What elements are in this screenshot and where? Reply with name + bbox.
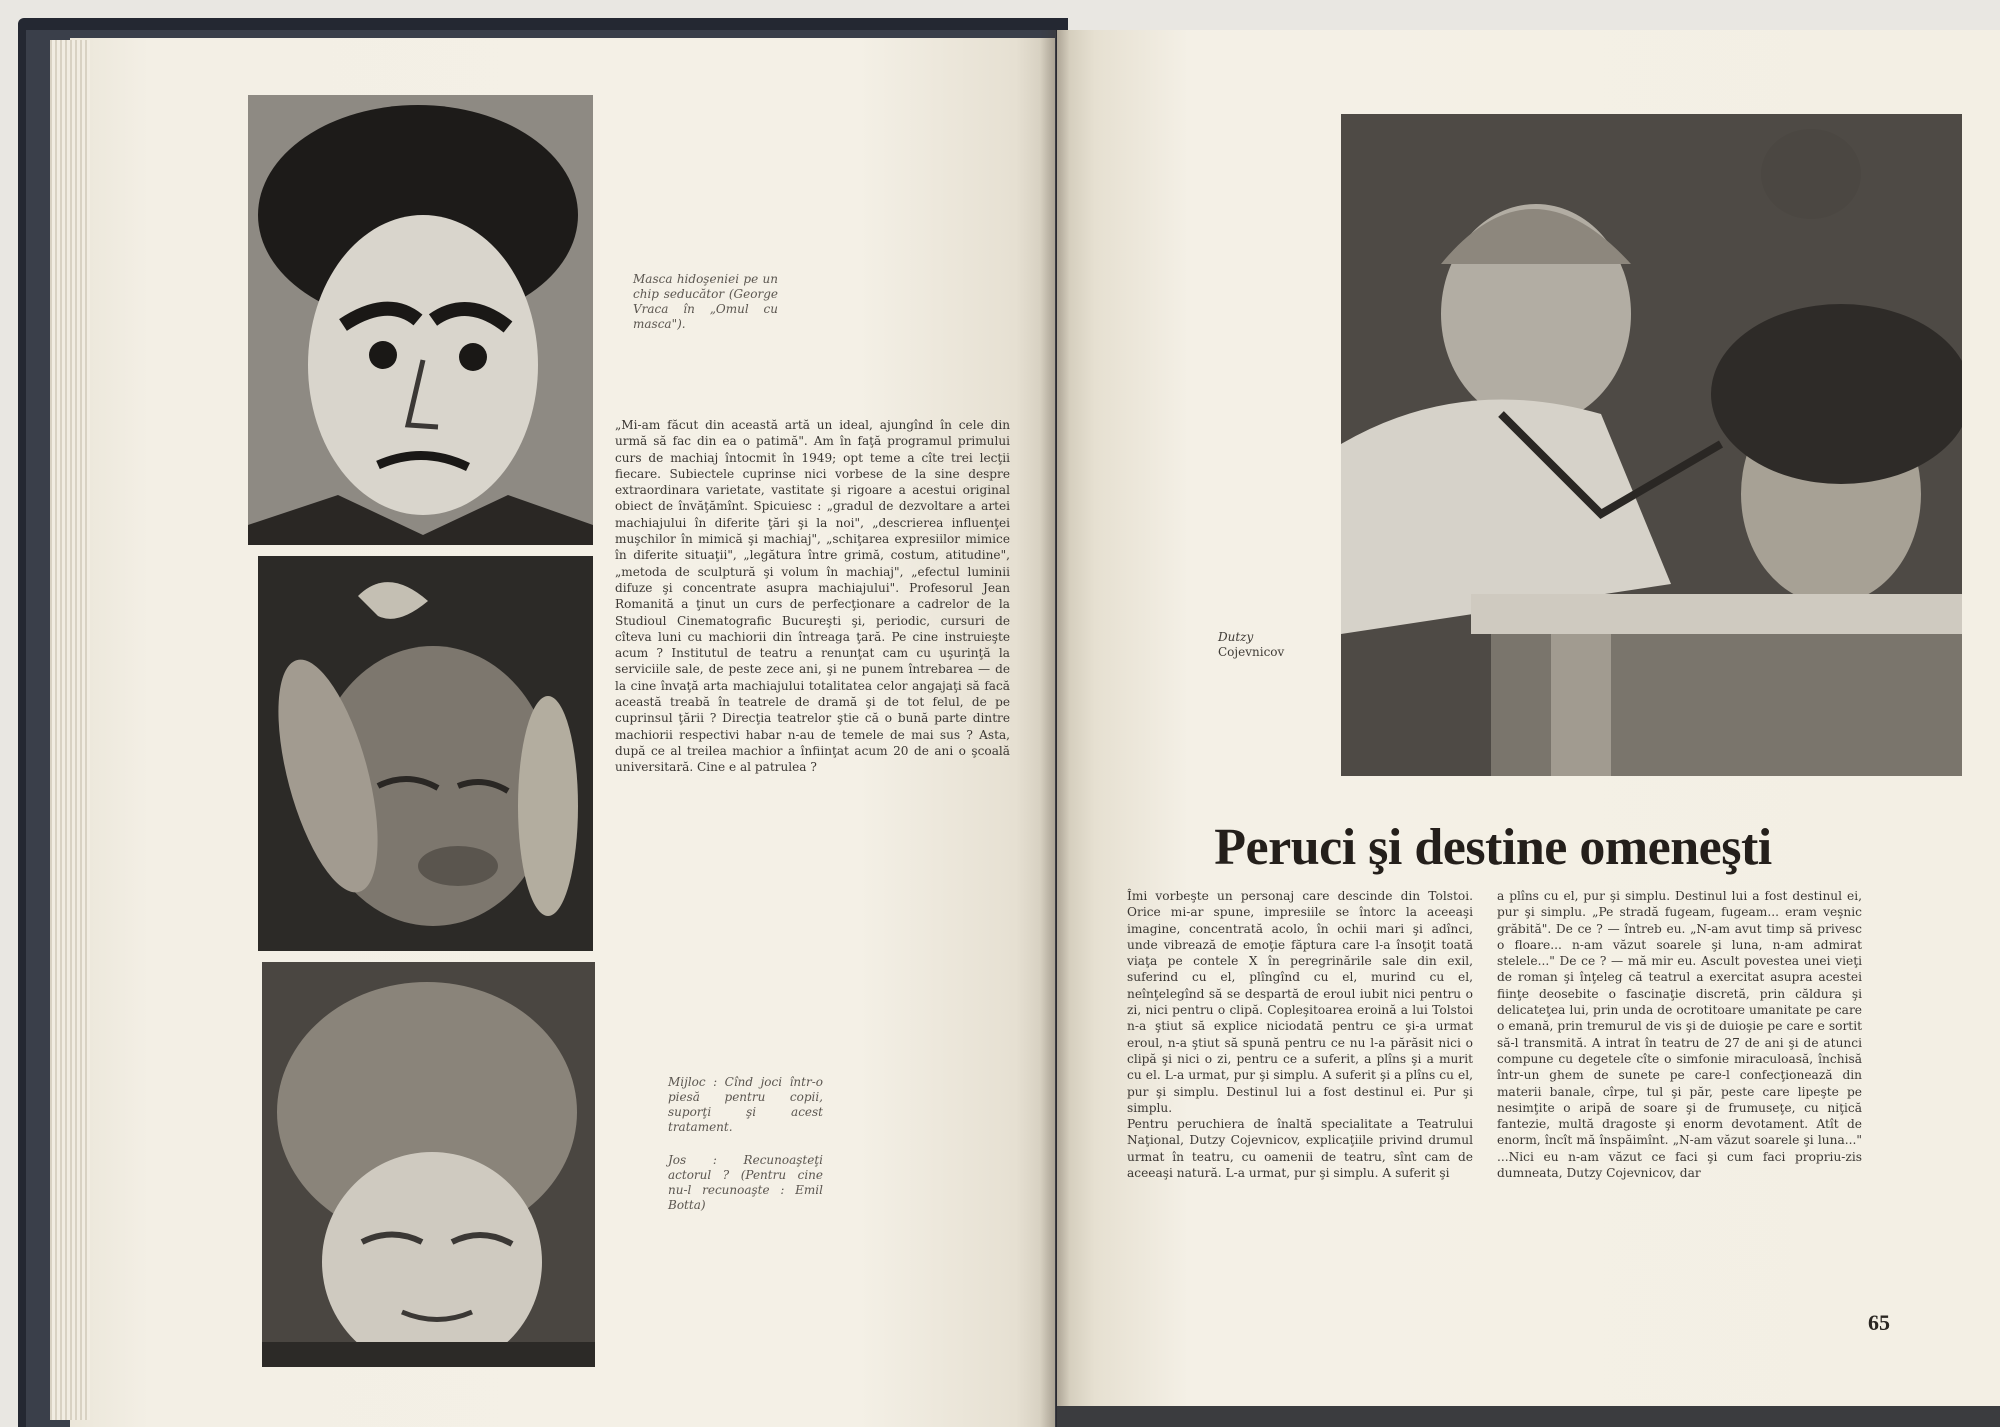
right-column-2: a plîns cu el, pur şi simplu. Destinul lui a fost destinul ei, pur şi simplu. „Pe stradă fugeam, fugeam... eram veşnic grăbită". De ce ? — întreb eu. „N-am avut timp să privesc o floare... n-am văzut soarele şi luna, n-am admirat stelele..." De ce ? — mă mir eu. Ascult povestea unei vieţi de roman şi înţeleg că teatrul a exercitat asupra acestei fiinţe deosebite o fascinaţie discretă, prin căldura şi delicateţea lui, prin unda de ocrotitoare umanitate pe care o emană, prin tremurul de vis şi de duioşie pe care e sortit să-l transmită. A intrat în teatru de 27 de ani şi de atunci compune cu degetele cîte o simfonie miraculoasă, închisă într-un ghem de sunete pe care-l confecţionează din materii banale, cîrpe, tul şi păr, peste care lipeşte pe nesimţite o aripă de soare şi de frumuseţe, cu niţică fantezie, multă dragoste şi enorm devotament. Atît de enorm, încît mă înspăimînt. „N-am văzut soarele şi luna..." ...Nici eu n-am văzut ce faci şi cum faci propriu-zis dumneata, Dutzy Cojevnicov, dar — [1497, 889, 1862, 1181]
page-edges — [50, 40, 90, 1420]
right-column-1: Îmi vorbeşte un personaj care descinde din Tolstoi. Orice mi-ar spune, impresiile se întorc la aceeaşi imagine, concentrată acolo, în ochii mari şi adînci, unde vibrează de emoţie făptura care l-a însoţit toată viaţa pe contele X în peregrinările sale din exil, suferind cu el, plîngînd cu el, murind cu el, neînţelegînd să se despartă de eroul iubit nici pentru o zi, nici pentru o clipă. Copleşitoarea eroină a lui Tolstoi n-a ştiut să explice niciodată pentru ce şi-a urmat eroul, n-a ştiut să spună pentru ce nu l-a părăsit nici o clipă şi nici o zi, pentru ce a suferit, a plîns şi a murit cu el. L-a urmat, pur şi simplu. A suferit şi a plîns cu el, pur şi simplu. Destinul lui a fost destinul ei. Pur şi simplu. Pentru peruchiera de înaltă specialitate a Teatrului Naţional, Dutzy Cojevnicov, explicaţiile privind drumul urmat în teatru, cu oamenii de teatru, sînt cam de aceeaşi natură. L-a urmat, pur şi simplu. A suferit şi — [1127, 889, 1473, 1181]
caption-middle: Mijloc : Cînd joci într-o piesă pentru copii, suporţi şi acest tratament. — [668, 1075, 823, 1134]
left-body-text: „Mi-am făcut din această artă un ideal, ajungînd în cele din urmă să fac din ea o patimă". Am în faţă programul primului curs de machiaj întocmit în 1949; opt teme a cîte trei lecţii fiecare. Subiectele cuprinse nici vorbese de la sine despre extraordinara varietate, vastitate şi rigoare a acestui original obiect de învăţămînt. Spicuiesc : „gradul de dezvoltare a artei machiajului în diferite ţări şi la noi", „descrierea influenţei muşchilor în mimică şi machiaj", „schiţarea expresiilor mimice în diferite situaţii", „legătura între grimă, costum, atitudine", „metoda de sculptură şi volum în machiaj", „efectul luminii difuze şi concentrate asupra machiajului". Profesorul Jean Romanită a ţinut un curs de perfecţionare a cadrelor de la Studioul Cinematografic Bucureşti şi, periodic, cursuri de cîteva luni cu machiorii din întreaga ţară. Pe cine instruieşte acum ? Institutul de teatru a renunţat cam cu uşurinţă la serviciile sale, de peste zece ani, şi ne punem întrebarea — de la cine învaţă arta machiajului totalitatea celor angajaţi să facă această treabă în teatrele de dramă şi de tot felul, de pe cuprinsul ţării ? Direcţia teatrelor ştie că o bună parte dintre machiorii respectivi habar n-au de temele de mai sus ? Asta, după ce al treilea machior a înfiinţat acum 20 de ani o şcoală universitară. Cine e al patrulea ? — [615, 418, 1010, 775]
photo-emil-botta — [262, 962, 595, 1367]
page-number: 65 — [1868, 1310, 1890, 1335]
photo-childrens-play-mask — [258, 556, 593, 951]
book-gutter — [1040, 30, 1070, 1427]
caption-bottom: Jos : Recunoaşteţi actorul ? (Pentru cine nu-l recunoaşte : Emil Botta) — [668, 1153, 823, 1212]
caption-top: Masca hidoşeniei pe un chip seducător (George Vraca în „Omul cu masca"). — [633, 272, 778, 331]
table-surface — [1057, 1406, 2000, 1427]
photo-credit — [1218, 630, 1284, 660]
photo-vraca-mask — [248, 95, 593, 545]
photo-dutzy-cojevnicov — [1341, 114, 1962, 776]
photo-credit-first-name: Dutzy — [1218, 630, 1254, 644]
article-title: Peruci şi destine omeneşti — [1214, 819, 1772, 876]
photo-credit-last-name: Cojevnicov — [1218, 645, 1285, 659]
